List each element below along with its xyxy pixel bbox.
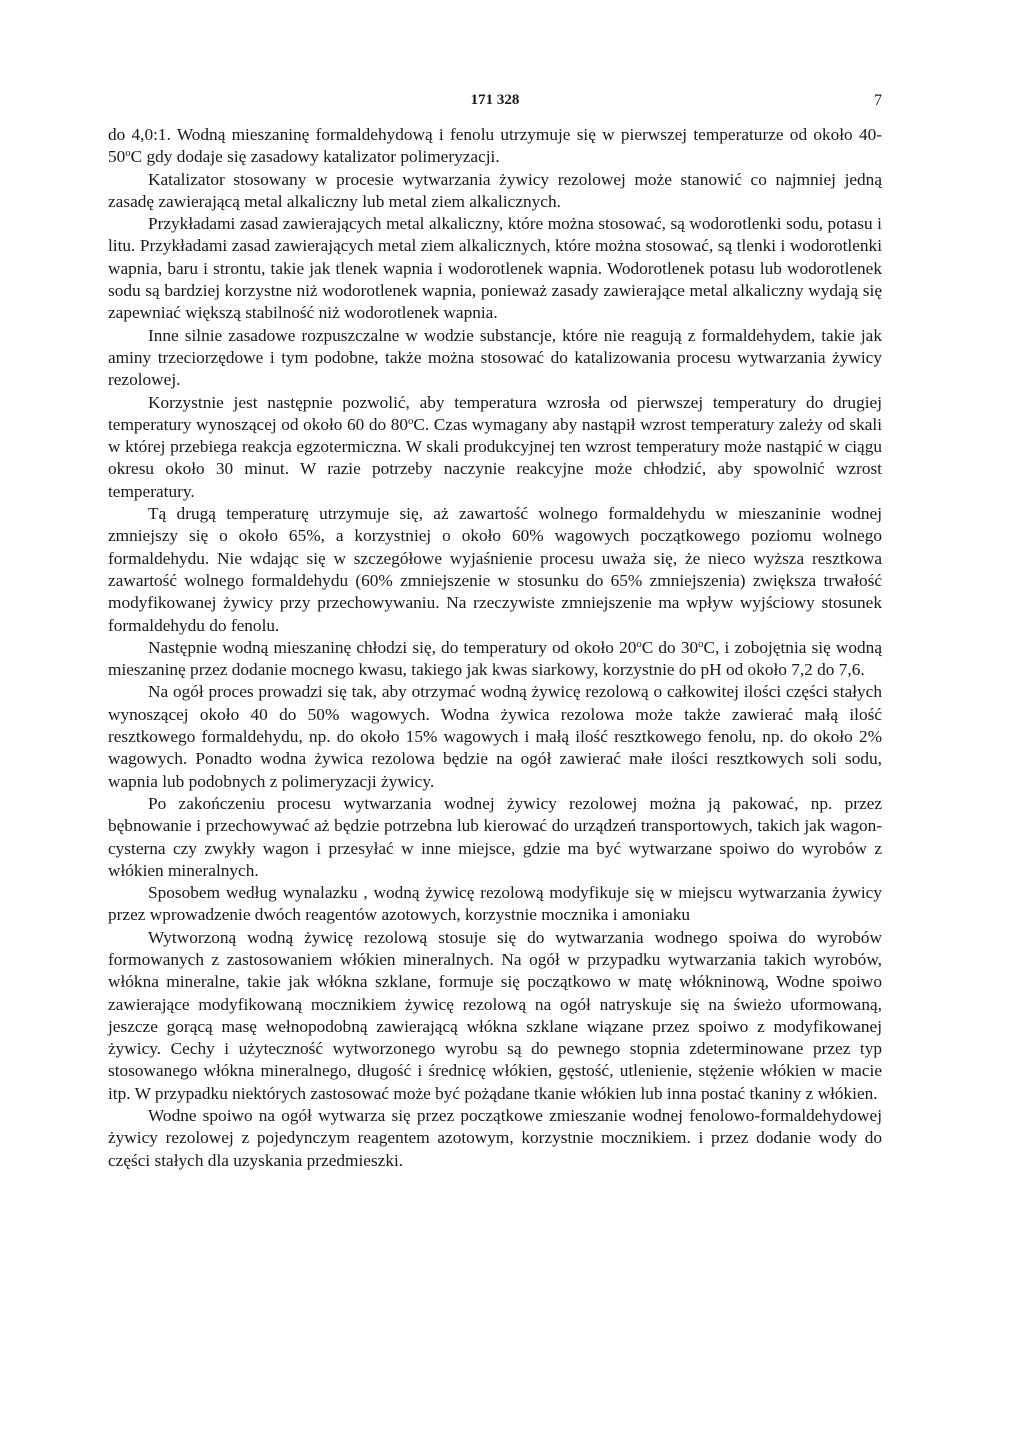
page-number: 7 (874, 92, 882, 109)
paragraph-3: Przykładami zasad zawierających metal alkaliczny, które można stosować, są wodorotlenki sodu, potasu i litu. Przykładami zasad zawierających metal ziem alkalicznych, które można stosować, są tlenki i wodorotlenki wapnia, baru i strontu, takie jak tlenek wapnia i wodorotlenek wapnia. Wodorotlenek potasu lub wodorotlenek sodu są bardziej korzystne niż wodorotlenek wapnia, ponieważ zasady zawierające metal alkaliczny wydają się zapewniać większą stabilność niż wodorotlenek wapnia. (108, 214, 882, 323)
patent-number: 171 328 (470, 92, 520, 108)
paragraph-6: Tą drugą temperaturę utrzymuje się, aż zawartość wolnego formaldehydu w mieszaninie wodnej zmniejszy się o około 65%, a korzystniej o około 60% wagowych początkowego poziomu wolnego formaldehydu. Nie wdając się w szczegółowe wyjaśnienie procesu uważa się, że nieco wyższa resztkowa zawartość wolnego formaldehydu (60% zmniejszenie w stosunku do 65% zmniejszenia) zwiększa trwałość modyfikowanej żywicy przy przechowywaniu. Na rzeczywiste zmniejszenie ma wpływ wyjściowy stosunek formaldehydu do fenolu. (108, 504, 882, 635)
paragraph-12: Wodne spoiwo na ogół wytwarza się przez początkowe zmieszanie wodnej fenolowo-formaldehydowej żywicy rezolowej z pojedynczym reagentem azotowym, korzystnie mocznikiem. i przez dodanie wody do części stałych dla uzyskania przedmieszki. (108, 1106, 882, 1170)
paragraph-4: Inne silnie zasadowe rozpuszczalne w wodzie substancje, które nie reagują z formaldehydem, takie jak aminy trzeciorzędowe i tym podobne, także można stosować do katalizowania procesu wytwarzania żywicy rezolowej. (108, 325, 882, 390)
paragraph-2: Katalizator stosowany w procesie wytwarzania żywicy rezolowej może stanowić co najmniej jedną zasadę zawierającą metal alkaliczny lub metal ziem alkalicznych. (108, 169, 882, 211)
paragraph-5: Korzystnie jest następnie pozwolić, aby temperatura wzrosła od pierwszej temperatury do drugiej temperatury wynoszącej od około 60 do 80$^o$C. Czas wymagany aby nastąpił wzrost temperatury zależy od skali w której przebiega reakcja egzotermiczna. W skali produkcyjnej ten wzrost temperatury może nastąpić w ciągu okresu około 30 minut. W razie potrzeby naczynie reakcyjne może chłodzić, aby spowolnić wzrost temperatury. (108, 392, 882, 501)
paragraph-1: do 4,0:1. Wodną mieszaninę formaldehydową i fenolu utrzymuje się w pierwszej temperaturze od około 40-50$^o$C gdy dodaje się zasadowy katalizator polimeryzacji. (108, 125, 882, 167)
paragraph-11: Wytworzoną wodną żywicę rezolową stosuje się do wytwarzania wodnego spoiwa do wyrobów formowanych z zastosowaniem włókien mineralnych. Na ogół w przypadku wytwarzania takich wyrobów, włókna mineralne, takie jak włókna szklane, formuje się początkowo w matę włókninową, Wodne spoiwo zawierające modyfikowaną mocznikiem żywicę rezolową na ogół natryskuje się na świeżo uformowaną, jeszcze gorącą masę wełnopodobną zawierającą włókna szklane wiązane przez spoiwo z modyfikowanej żywicy. Cechy i użyteczność wytworzonego wyrobu są do pewnego stopnia zdeterminowane przez typ stosowanego włókna mineralnego, długość i średnicę włókien, gęstość, utlenienie, stężenie włókien w macie itp. W przypadku niektórych zastosować może być pożądane tkanie włókien lub inna postać tkaniny z włókien. (108, 927, 882, 1103)
paragraph-10: Sposobem według wynalazku , wodną żywicę rezolową modyfikuje się w miejscu wytwarzania żywicy przez wprowadzenie dwóch reagentów azotowych, korzystnie mocznika i amoniaku (108, 883, 882, 925)
body-text (108, 124, 882, 1172)
page-header (108, 92, 882, 116)
paragraph-7: Następnie wodną mieszaninę chłodzi się, do temperatury od około 20$^o$C do 30$^o$C, i zobojętnia się wodną mieszaninę przez dodanie mocnego kwasu, takiego jak kwas siarkowy, korzystnie do pH od około 7,2 do 7,6. (108, 637, 882, 680)
paragraph-9: Po zakończeniu procesu wytwarzania wodnej żywicy rezolowej można ją pakować, np. przez bębnowanie i przechowywać aż będzie potrzebna lub kierować do urządzeń transportowych, takich jak wagon-cysterna czy zwykły wagon i przesyłać w inne miejsce, gdzie ma być wytwarzane spoiwo do wyrobów z włókien mineralnych. (108, 793, 882, 880)
paragraph-8: Na ogół proces prowadzi się tak, aby otrzymać wodną żywicę rezolową o całkowitej ilości części stałych wynoszącej około 40 do 50% wagowych. Wodna żywica rezolowa może także zawierać małą ilość resztkowego formaldehydu, np. do około 15% wagowych i małą ilość resztkowego fenolu, np. do około 2% wagowych. Ponadto wodna żywica rezolowa będzie na ogół zawierać małe ilości resztkowych soli sodu, wapnia lub podobnych z polimeryzacji żywicy. (108, 682, 882, 791)
document-page (108, 92, 882, 1172)
